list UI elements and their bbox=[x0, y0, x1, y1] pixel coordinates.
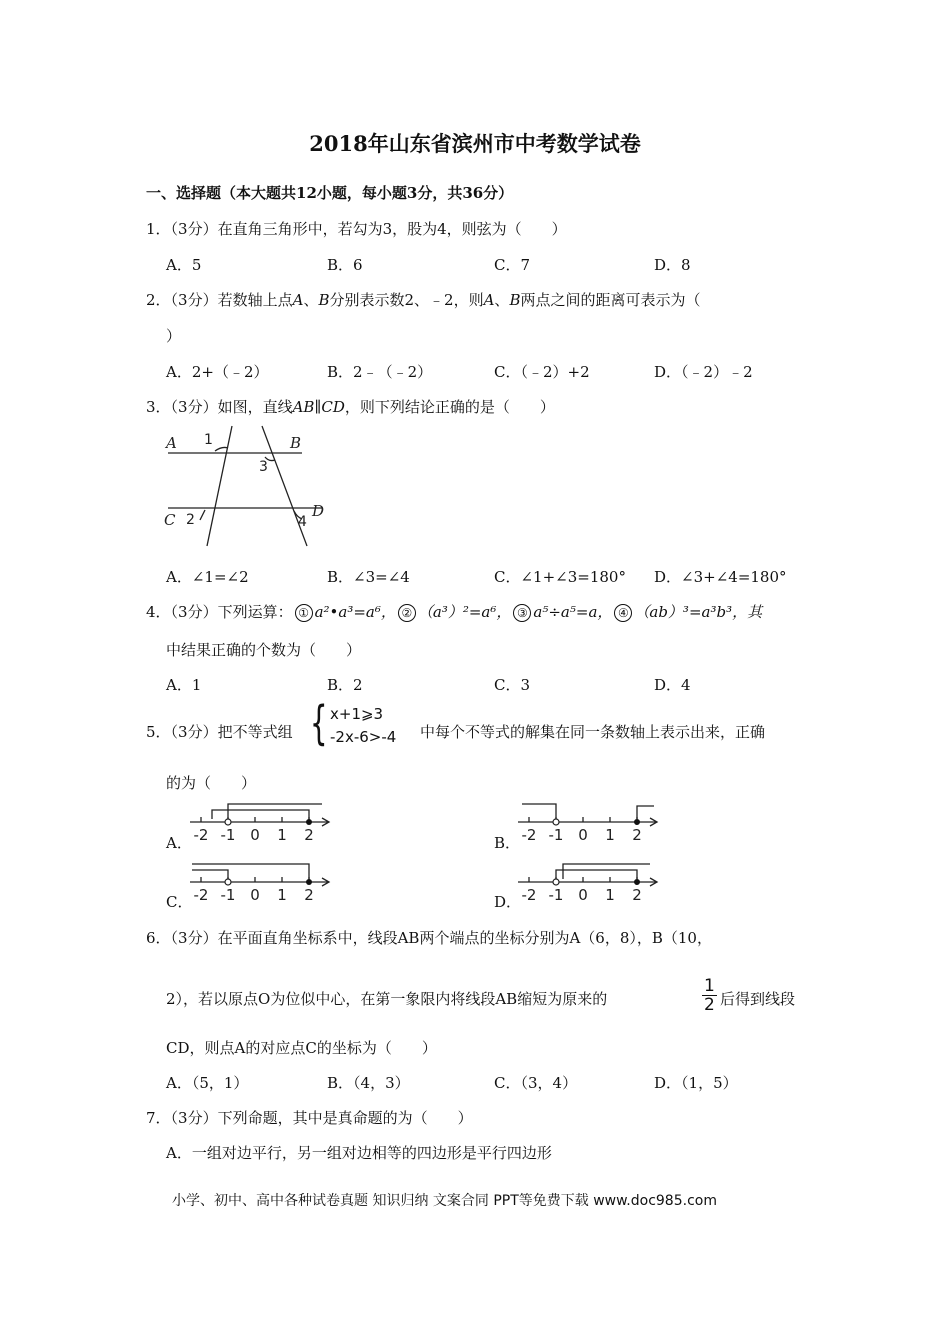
q1-option-d: D．8 bbox=[654, 256, 691, 274]
q3-text-a: 3．（3分）如图，直线 bbox=[146, 398, 293, 416]
q2-option-a: A．2+（﹣2） bbox=[166, 363, 269, 381]
fig-angle-4: 4 bbox=[298, 514, 307, 530]
question-2 bbox=[146, 289, 700, 310]
fraction-numerator: 1 bbox=[704, 976, 715, 996]
tick-label: 2 bbox=[304, 886, 314, 904]
question-1: 1．（3分）在直角三角形中，若勾为3，股为4，则弦为（ ） bbox=[146, 220, 567, 238]
tick-label: 0 bbox=[578, 886, 588, 904]
q1-option-a: A．5 bbox=[166, 256, 202, 274]
q5-option-d: D． bbox=[494, 893, 522, 911]
q2-point-b: B bbox=[318, 291, 330, 309]
tick-label: -1 bbox=[548, 886, 564, 904]
q4-lead: 4．（3分）下列运算： bbox=[146, 603, 293, 621]
q4-line-2: 中结果正确的个数为（ ） bbox=[166, 641, 362, 659]
q7-option-a: A．一组对边平行，另一组对边相等的四边形是平行四边形 bbox=[166, 1144, 552, 1162]
q3-text-b: ，则下列结论正确的是（ ） bbox=[344, 398, 555, 416]
q6-text-a: 2），若以原点O为位似中心，在第一象限内将线段AB缩短为原来的 bbox=[166, 990, 608, 1008]
tick-label: 1 bbox=[277, 826, 287, 844]
q5-option-c: C． bbox=[166, 893, 193, 911]
q5-tail: 中每个不等式的解集在同一条数轴上表示出来，正确 bbox=[420, 723, 766, 741]
q4-option-d: D．4 bbox=[654, 676, 691, 694]
q2-text-b: 分别表示数2、﹣2，则 bbox=[329, 291, 484, 309]
q5-option-b: B． bbox=[494, 834, 521, 852]
tick-label: -1 bbox=[220, 826, 236, 844]
q6-option-d: D．（1，5） bbox=[654, 1074, 738, 1092]
question-6-line-1: 6．（3分）在平面直角坐标系中，线段AB两个端点的坐标分别为A（6，8），B（10， bbox=[146, 929, 712, 947]
fig-label-b: B bbox=[290, 434, 302, 452]
brace-icon: { bbox=[310, 696, 328, 750]
circle-4: ④ bbox=[614, 604, 632, 622]
q6-option-b: B．（4，3） bbox=[327, 1074, 410, 1092]
tick-label: 0 bbox=[250, 886, 260, 904]
q1-option-b: B．6 bbox=[327, 256, 363, 274]
tick-label: -2 bbox=[193, 886, 209, 904]
inequality-2: -2x-6>-4 bbox=[330, 728, 397, 746]
q2-option-d: D．（﹣2）﹣2 bbox=[654, 363, 753, 381]
tick-label: -2 bbox=[193, 826, 209, 844]
q4-option-c: C．3 bbox=[494, 676, 531, 694]
q5-lead: 5．（3分）把不等式组 bbox=[146, 723, 293, 741]
q6-text-b: 后得到线段 bbox=[720, 990, 796, 1008]
fraction-one-half bbox=[702, 977, 717, 1014]
tick-label: -1 bbox=[220, 886, 236, 904]
tick-label: 2 bbox=[304, 826, 314, 844]
question-7: 7．（3分）下列命题，其中是真命题的为（ ） bbox=[146, 1109, 473, 1127]
tick-label: 0 bbox=[578, 826, 588, 844]
q1-option-c: C．7 bbox=[494, 256, 531, 274]
tick-label: -1 bbox=[548, 826, 564, 844]
q4-expr-3: a⁵÷a⁵=a， bbox=[533, 603, 613, 621]
q3-option-b: B．∠3=∠4 bbox=[327, 568, 410, 586]
question-6-line-2 bbox=[166, 988, 607, 1009]
tick-label: 1 bbox=[277, 886, 287, 904]
q2-sep: 、 bbox=[303, 291, 319, 309]
q4-option-a: A．1 bbox=[166, 676, 202, 694]
q4-expr-1: a²•a³=a⁶， bbox=[314, 603, 396, 621]
fig-angle-3: 3 bbox=[259, 459, 268, 475]
footer-text: 小学、初中、高中各种试卷真题 知识归纳 文案合同 PPT等免费下载 www.doc985.com bbox=[172, 1193, 717, 1209]
q3-option-c: C．∠1+∠3=180° bbox=[494, 568, 626, 586]
number-line-c bbox=[190, 858, 335, 906]
q4-expr-2: （a³）²=a⁶， bbox=[417, 603, 512, 621]
tick-label: 1 bbox=[605, 886, 615, 904]
circle-2: ② bbox=[398, 604, 416, 622]
tick-label: 1 bbox=[605, 826, 615, 844]
section-heading: 一、选择题（本大题共12小题，每小题3分，共36分） bbox=[146, 184, 514, 202]
q2-option-c: C．（﹣2）+2 bbox=[494, 363, 590, 381]
q2-sep-2: 、 bbox=[494, 291, 510, 309]
number-line-b bbox=[518, 798, 663, 846]
fig-label-a: A bbox=[166, 434, 177, 452]
circle-3: ③ bbox=[513, 604, 531, 622]
tick-label: 0 bbox=[250, 826, 260, 844]
fig-angle-2: 2 bbox=[186, 512, 195, 528]
q2-text-c: 两点之间的距离可表示为（ bbox=[520, 291, 701, 309]
q3-parallel: AB∥CD bbox=[292, 398, 345, 416]
q6-option-a: A．（5，1） bbox=[166, 1074, 249, 1092]
q3-option-a: A．∠1=∠2 bbox=[166, 568, 249, 586]
circle-1: ① bbox=[295, 604, 313, 622]
number-line-a bbox=[190, 798, 335, 846]
fraction-denominator: 2 bbox=[704, 995, 715, 1015]
q5-option-a: A． bbox=[166, 834, 192, 852]
inequality-system bbox=[330, 703, 396, 749]
page-title: 2018年山东省滨州市中考数学试卷 bbox=[309, 131, 641, 156]
number-line-d bbox=[518, 858, 663, 906]
question-6-line-3: CD，则点A的对应点C的坐标为（ ） bbox=[166, 1039, 437, 1057]
tick-label: 2 bbox=[632, 826, 642, 844]
q4-expr-4: （ab）³=a³b³，其 bbox=[634, 603, 763, 621]
parallel-lines-figure bbox=[162, 424, 337, 550]
tick-label: -2 bbox=[521, 826, 537, 844]
question-4 bbox=[146, 601, 762, 622]
question-3 bbox=[146, 396, 555, 417]
q2-point-b-2: B bbox=[509, 291, 521, 309]
q5-line-2: 的为（ ） bbox=[166, 774, 257, 792]
q2-text-a: 2．（3分）若数轴上点 bbox=[146, 291, 293, 309]
inequality-1: x+1⩾3 bbox=[330, 705, 384, 723]
q2-line-2: ） bbox=[166, 327, 182, 345]
q2-point-a: A bbox=[292, 291, 304, 309]
q4-option-b: B．2 bbox=[327, 676, 363, 694]
fig-label-c: C bbox=[164, 511, 176, 529]
fig-angle-1: 1 bbox=[204, 432, 213, 448]
tick-label: -2 bbox=[521, 886, 537, 904]
fig-label-d: D bbox=[312, 502, 325, 520]
q3-option-d: D．∠3+∠4=180° bbox=[654, 568, 787, 586]
q2-point-a-2: A bbox=[483, 291, 495, 309]
q2-option-b: B．2﹣（﹣2） bbox=[327, 363, 433, 381]
tick-label: 2 bbox=[632, 886, 642, 904]
q6-option-c: C．（3，4） bbox=[494, 1074, 578, 1092]
